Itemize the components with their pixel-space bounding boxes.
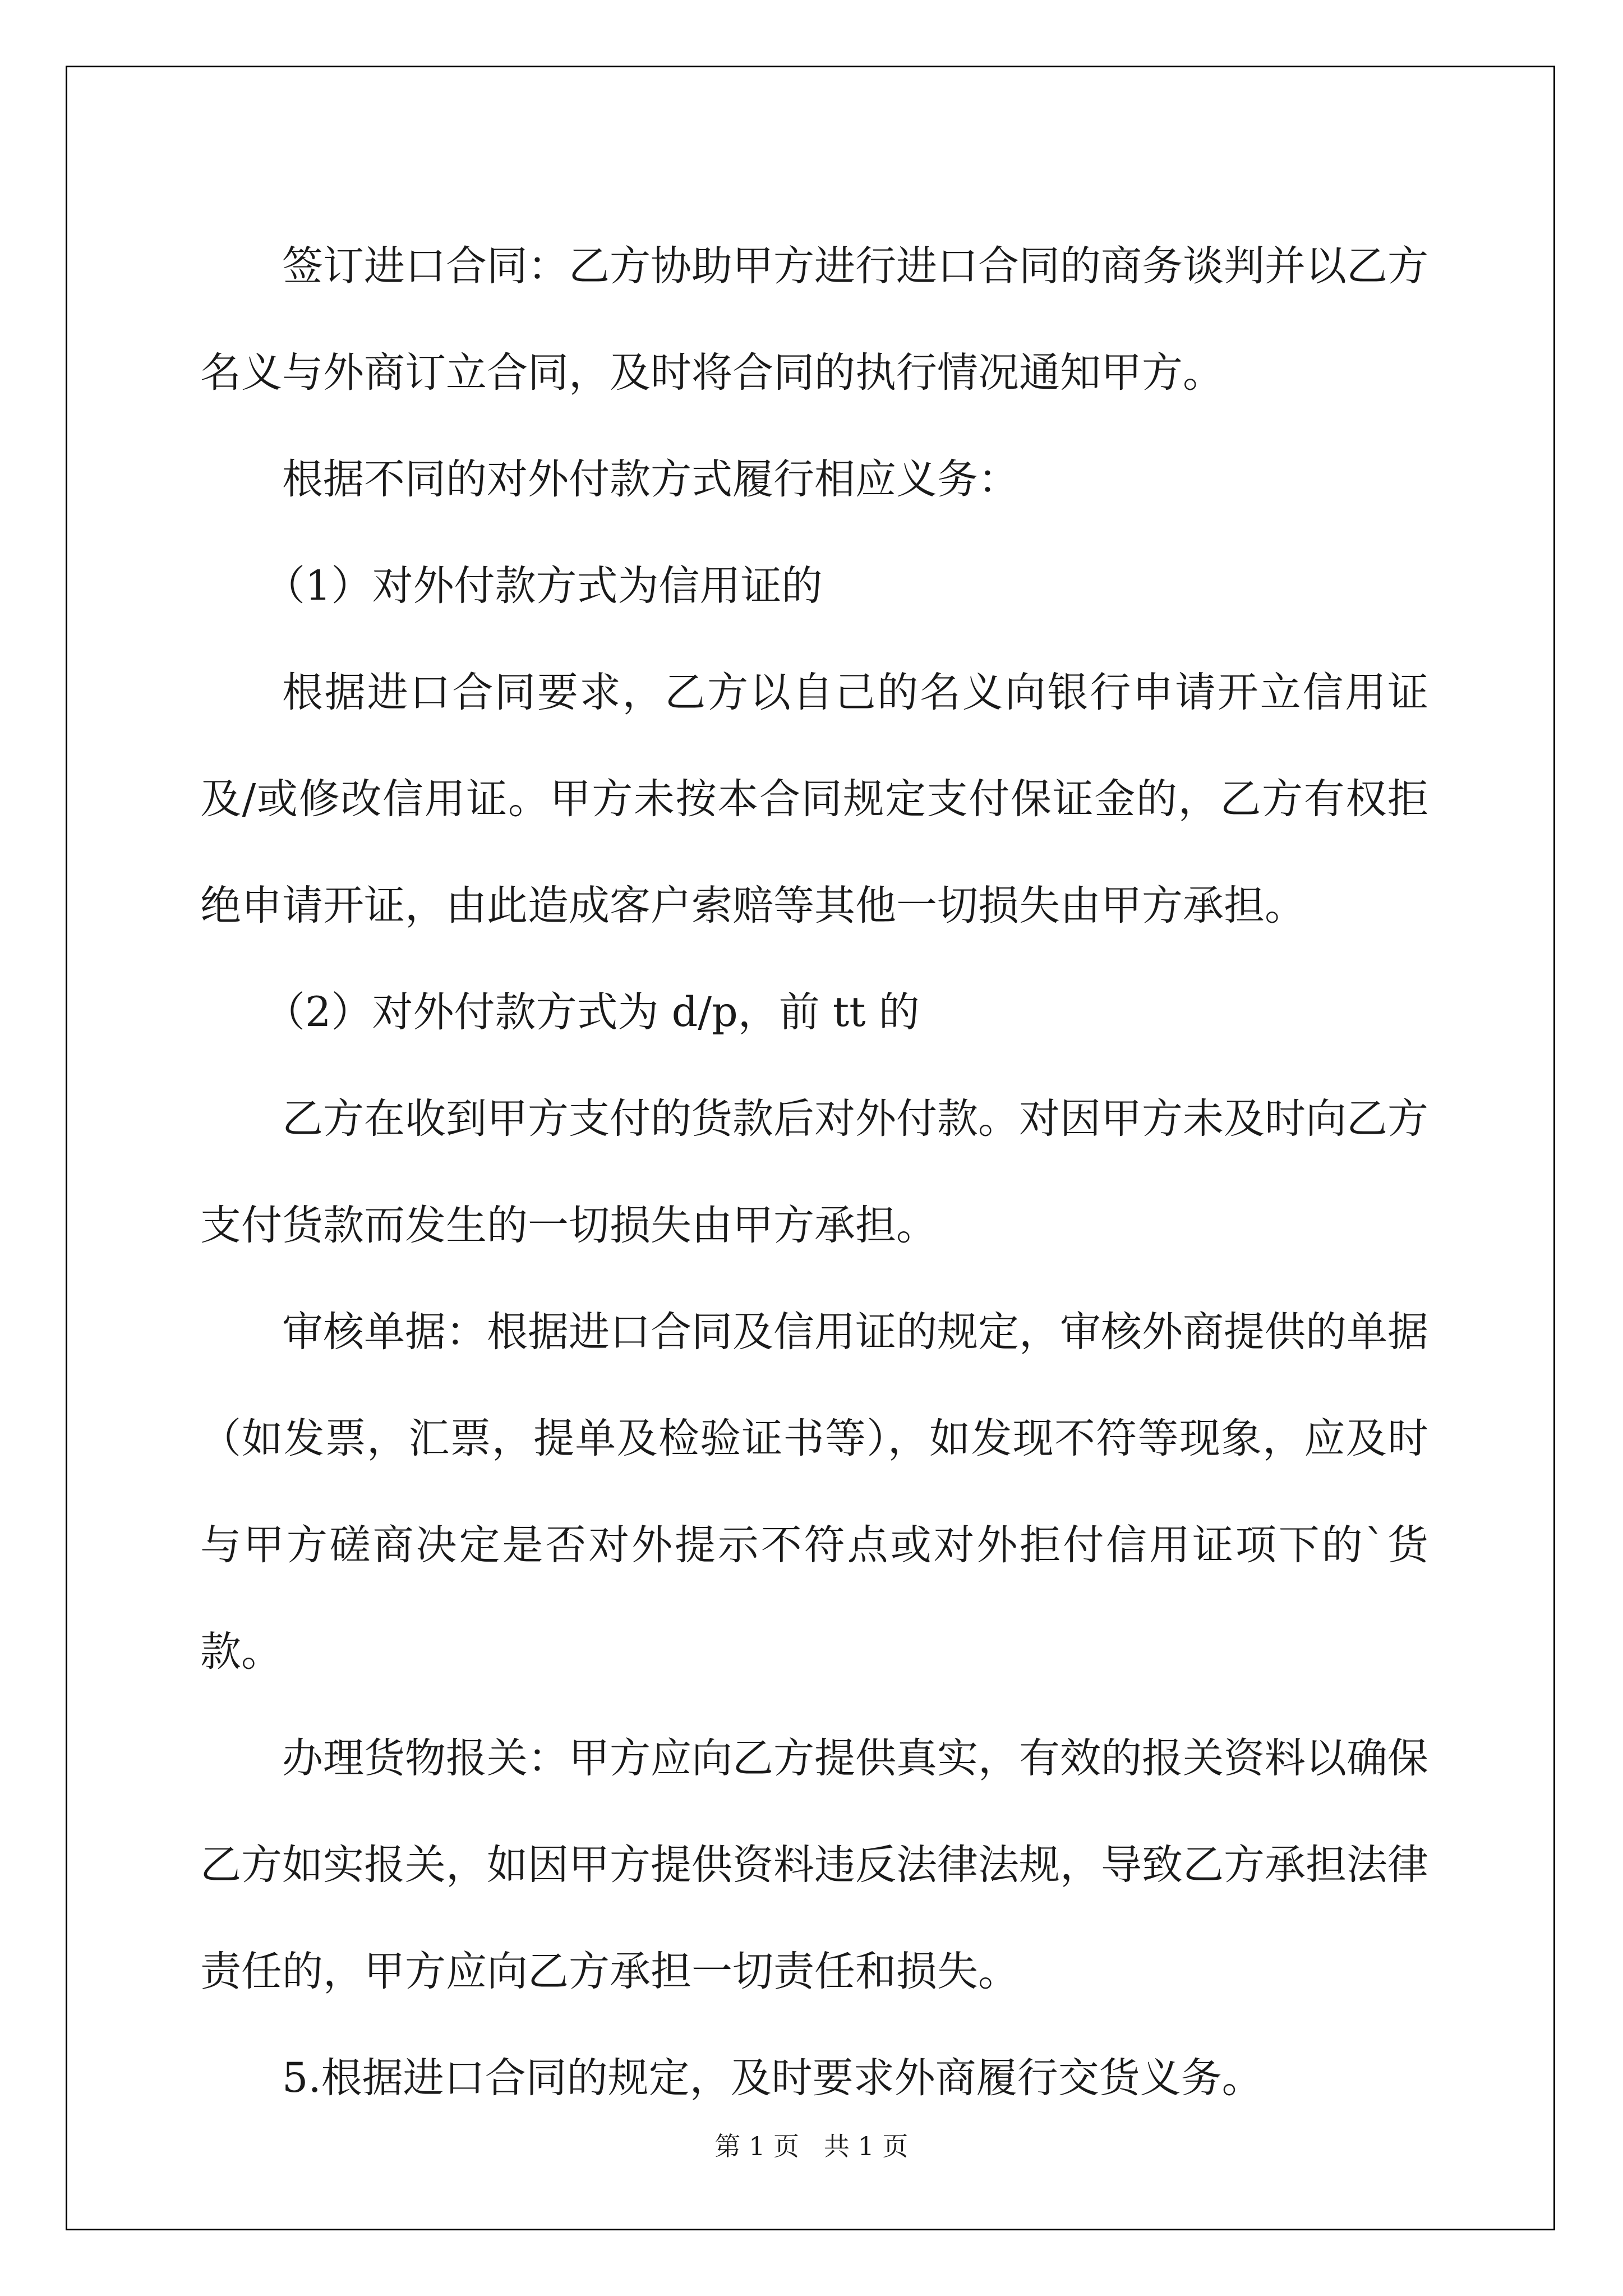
paragraph-item-2-heading: （2）对外付款方式为 d/p，前 tt 的 — [264, 988, 920, 1036]
paragraph-item-2-body: 乙方在收到甲方支付的货款后对外付款。对因甲方未及时向乙方支付货款而发生的一切损失由甲方承担。 — [200, 1095, 1428, 1249]
paragraph-delivery-obligation: 5.根据进口合同的规定，及时要求外商履行交货义务。 — [282, 2054, 1263, 2102]
paragraph-customs-declaration: 办理货物报关：甲方应向乙方提供真实，有效的报关资料以确保乙方如实报关，如因甲方提供资料违反法律法规，导致乙方承担法律责任的，甲方应向乙方承担一切责任和损失。 — [200, 1734, 1428, 1995]
paragraph-item-1-body: 根据进口合同要求，乙方以自己的名义向银行申请开立信用证及/或修改信用证。甲方未按本合同规定支付保证金的，乙方有权拒绝申请开证，由此造成客户索赔等其他一切损失由甲方承担。 — [200, 669, 1428, 930]
document-body — [200, 213, 1428, 2132]
paragraph-item-1-heading: （1）对外付款方式为信用证的 — [264, 562, 823, 610]
paragraph-sign-contract: 签订进口合同：乙方协助甲方进行进口合同的商务谈判并以乙方名义与外商订立合同，及时将合同的执行情况通知甲方。 — [200, 242, 1428, 397]
page-number-footer: 第 1 页 共 1 页 — [714, 2131, 909, 2161]
paragraph-review-documents: 审核单据：根据进口合同及信用证的规定，审核外商提供的单据（如发票，汇票，提单及检验证书等），如发现不符等现象，应及时与甲方磋商决定是否对外提示不符点或对外拒付信用证项下的`货款。 — [200, 1308, 1428, 1676]
paragraph-payment-obligations: 根据不同的对外付款方式履行相应义务： — [282, 455, 1019, 503]
